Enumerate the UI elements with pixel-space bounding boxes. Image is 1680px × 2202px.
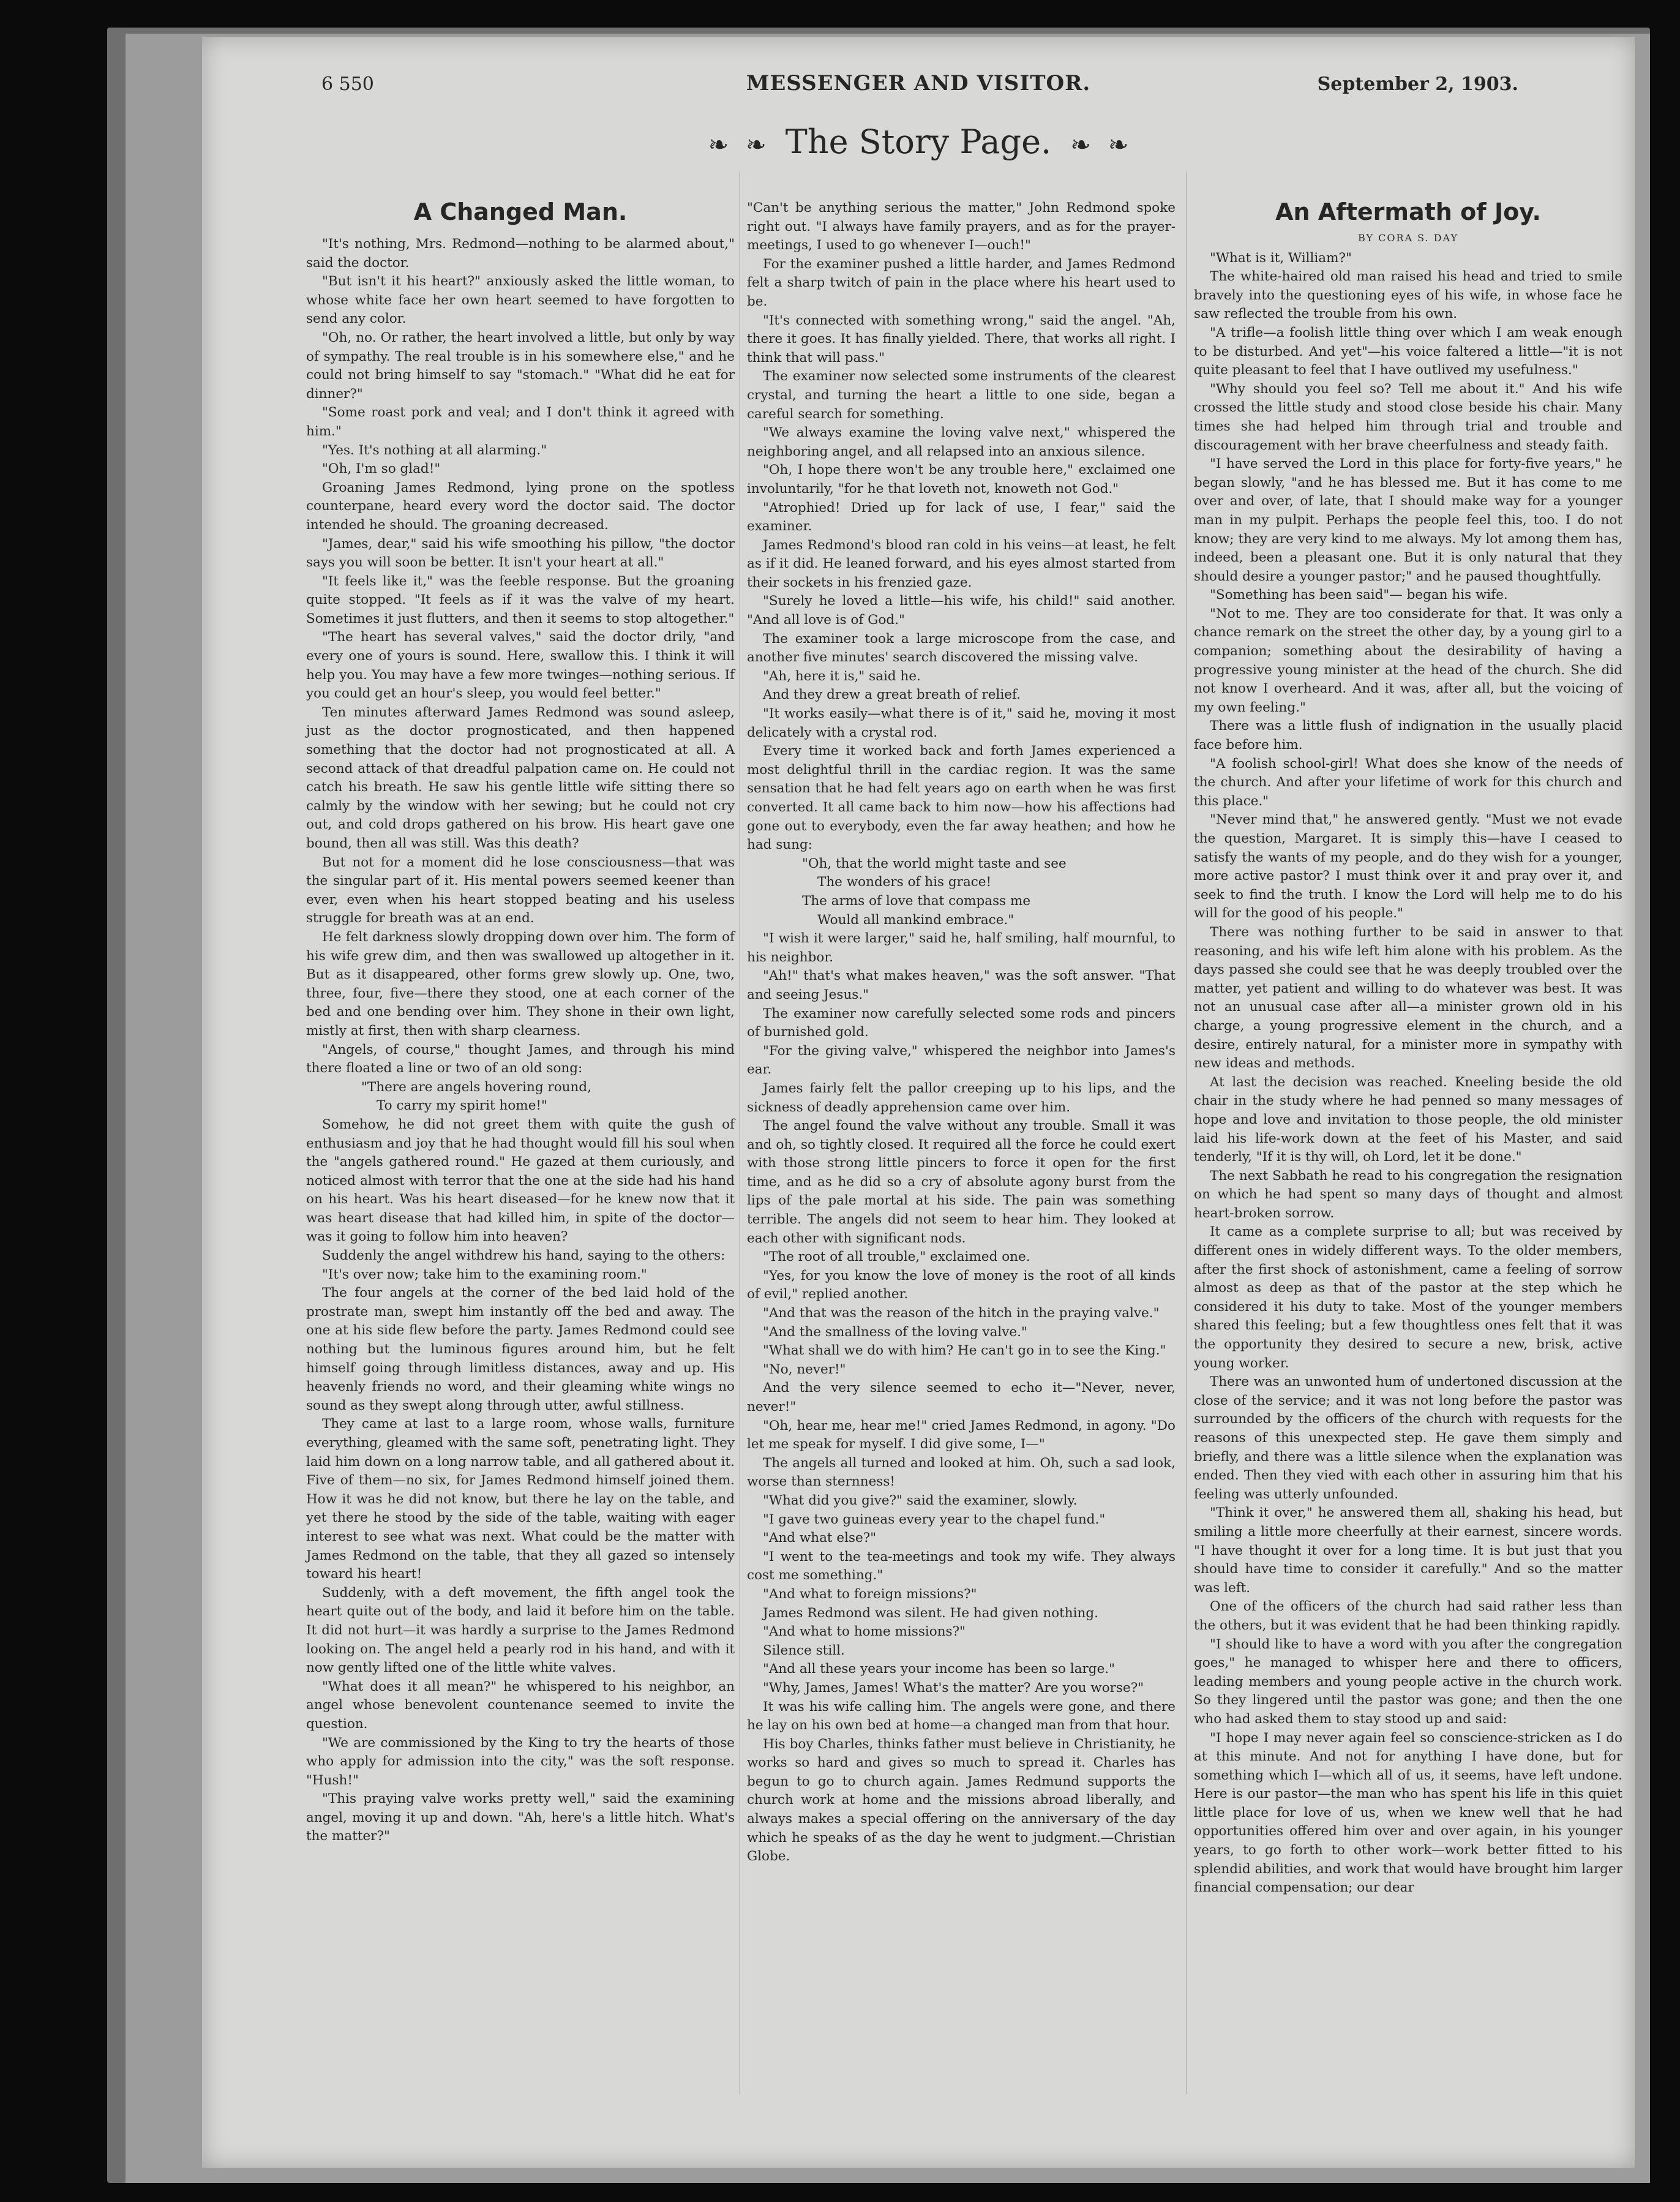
- fleuron-icon: ❧: [1070, 131, 1091, 159]
- paragraph: "Yes, for you know the love of money is the root of all kinds of evil," replied another.: [747, 1268, 1176, 1302]
- paragraph: "I gave two guineas every year to the chapel fund.": [763, 1511, 1106, 1527]
- paragraph: "There are angels hovering round,: [361, 1079, 591, 1095]
- paragraph: Ten minutes afterward James Redmond was sound asleep, just as the doctor prognosticated, and then happened something that the doctor had not prognosticated at all. A second attack of that dreadful palpation came on. He could not catch his breath. He saw his gentle little wife sitting there so calmly by the window with her sewing; but he could not cry out, and cold drops gathered on his brow. His heart gave one bound, then all was still. Was this death?: [306, 704, 735, 851]
- paragraph: "Oh, that the world might taste and see: [802, 855, 1067, 871]
- story-body-continued: [747, 199, 1176, 1866]
- paragraph: It came as a complete surprise to all; but was received by different ones in widely different ways. To the older members, after the first shock of astonishment, came a feeling of sorrow almost as deep as that of the pastor at the step which he considered it his duty to take. Most of the younger members shared this feeling; but a few thoughtless ones felt that it was the opportunity they desired to secure a new, brisk, active young worker.: [1194, 1224, 1622, 1371]
- paragraph: "We always examine the loving valve next," whispered the neighboring angel, and all relapsed into an anxious silence.: [747, 425, 1176, 459]
- paragraph: "I have served the Lord in this place for forty-five years," he began slowly, "and he has blessed me. But it has come to me over and over, of late, that I should make way for a younger man in my pulpit. Perhaps the people feel this, too. I do not know; they are very kind to me always. My lot among them has, indeed, been a pleasant one. But it is only natural that they should desire a younger pastor;" and he paused thoughtfully.: [1194, 456, 1622, 584]
- newspaper-page: [202, 37, 1635, 2168]
- paragraph: James Redmond's blood ran cold in his veins—at least, he felt as if it did. He leaned forward, and his eyes almost started from their sockets in his frenzied gaze.: [747, 537, 1176, 590]
- paragraph: "It's nothing, Mrs. Redmond—nothing to be alarmed about," said the doctor.: [306, 236, 735, 271]
- column-1: [306, 196, 735, 1846]
- paragraph: "And all these years your income has been so large.": [763, 1661, 1116, 1677]
- page-number: 6 550: [321, 73, 374, 95]
- paragraph: The four angels at the corner of the bed laid hold of the prostrate man, swept him instantly off the bed and away. The one at his side flew before the party. James Redmond could see nothing but the luminous figures around him, but he felt himself going through limitless distances, away and up. His heavenly friends no word, and their gleaming white wings no sound as they swept along through utter, awful stillness.: [306, 1285, 735, 1413]
- paragraph: "Oh, no. Or rather, the heart involved a little, but only by way of sympathy. The real trouble is in his somewhere else," and he could not bring himself to say "stomach." "What did he eat for dinner?": [306, 329, 735, 402]
- paragraph: "It's connected with something wrong," said the angel. "Ah, there it goes. It has finally yielded. There, that works all right. I think that will pass.": [747, 312, 1176, 366]
- paragraph: There was nothing further to be said in answer to that reasoning, and his wife left him alone with his problem. As the days passed she could see that he was deeply troubled over the matter, yet patient and willing to do whatever was best. It was not an unusual case after all—a minister grown old in his charge, a young progressive element in the church, and a desire, entirely natural, for a minister more in sympathy with new ideas and methods.: [1194, 924, 1622, 1072]
- paragraph: "What shall we do with him? He can't go in to see the King.": [763, 1343, 1166, 1359]
- paragraph: "Some roast pork and veal; and I don't think it agreed with him.": [306, 405, 735, 439]
- paragraph: The arms of love that compass me: [802, 893, 1031, 909]
- paragraph: "It feels like it," was the feeble response. But the groaning quite stopped. "It feels as if it was the valve of my heart. Sometimes it just flutters, and then it seems to stop altogether.": [306, 573, 735, 626]
- paragraph: James fairly felt the pallor creeping up to his lips, and the sickness of deadly apprehension came over him.: [747, 1080, 1176, 1115]
- paragraph: The examiner now carefully selected some rods and pincers of burnished gold.: [747, 1005, 1176, 1040]
- page-header: [202, 55, 1635, 96]
- paragraph: "Angels, of course," thought James, and through his mind there floated a line or two of an old song:: [306, 1042, 735, 1077]
- paragraph: "And what to home missions?": [763, 1624, 966, 1640]
- paragraph: "I wish it were larger," said he, half smiling, half mournful, to his neighbor.: [747, 931, 1176, 965]
- paragraph: They came at last to a large room, whose walls, furniture everything, gleamed with the same soft, penetrating light. They laid him down on a long narrow table, and all gathered about it. Five of them—no six, for James Redmond himself joined them. How it was he did not know, but there he lay on the table, and yet there he stood by the side of the table, waiting with eager interest to see what was next. What could be the matter with James Redmond on the table, that they all gazed so intensely toward his heart!: [306, 1416, 735, 1582]
- paragraph: The angel found the valve without any trouble. Small it was and oh, so tightly closed. It required all the force he could exert with those strong little pincers to force it open for the first time, and as he did so a cry of absolute agony burst from the lips of the pale mortal at his side. The pain was something terrible. The angels did not seem to hear him. They looked at each other with significant nods.: [747, 1118, 1176, 1246]
- paragraph: "Ah!" that's what makes heaven," was the soft answer. "That and seeing Jesus.": [747, 968, 1176, 1002]
- paragraph: "And that was the reason of the hitch in the praying valve.": [763, 1306, 1160, 1321]
- paragraph: At last the decision was reached. Kneeling beside the old chair in the study where he had penned so many messages of hope and love and invitation to those people, the old minister laid his life-work down at the feet of his Master, and said tenderly, "If it is thy will, oh Lord, let it be done.": [1194, 1074, 1622, 1165]
- paragraph: "What does it all mean?" he whispered to his neighbor, an angel whose benevolent countenance seemed to invite the question.: [306, 1678, 735, 1732]
- paragraph: "The root of all trouble," exclaimed one.: [763, 1249, 1030, 1265]
- paragraph: "Ah, here it is," said he.: [763, 668, 921, 684]
- paragraph: "Why should you feel so? Tell me about it." And his wife crossed the little study and stood close beside his chair. Many times she had helped him through trial and trouble and discouragement with her brave cheerfulness and steady faith.: [1194, 381, 1622, 453]
- column-2: [747, 199, 1176, 1866]
- fleuron-icon: ❧: [708, 131, 729, 159]
- paragraph: James Redmond was silent. He had given nothing.: [763, 1605, 1098, 1621]
- column-3: [1194, 196, 1622, 1898]
- paragraph: Somehow, he did not greet them with quite the gush of enthusiasm and joy that he had thought would fill his soul when the "angels gathered round." He gazed at them curiously, and noticed almost with terror that the one at the side had his hand on his heart. Was his heart diseased—for he knew now that it was heart disease that had killed him, in spite of the doctor—was it going to follow him into heaven?: [306, 1116, 735, 1245]
- paragraph: "And what to foreign missions?": [763, 1586, 977, 1602]
- paragraph: "Not to me. They are too considerate for that. It was only a chance remark on the street the other day, by a young girl to a companion; something about the desirability of having a progressive young minister at the head of the church. She did not know I overheard. And it was, after all, but the voicing of my own feeling.": [1194, 606, 1622, 715]
- paragraph: Every time it worked back and forth James experienced a most delightful thrill in the cardiac region. It was the same sensation that he had felt years ago on earth when he was first converted. It all came back to him now—how his affections had gone out to everybody, even the far away heathen; and how he had sung:: [747, 743, 1176, 853]
- paragraph: And they drew a great breath of relief.: [763, 687, 1021, 703]
- paragraph: The angels all turned and looked at him. Oh, such a sad look, worse than sternness!: [747, 1455, 1176, 1490]
- paragraph: And the very silence seemed to echo it—"Never, never, never!": [747, 1380, 1176, 1415]
- fleuron-icon: ❧: [1108, 131, 1129, 159]
- paragraph: "Can't be anything serious the matter," John Redmond spoke right out. "I always have family prayers, and as for the prayer-meetings, I used to go whenever I—ouch!": [747, 200, 1176, 254]
- paragraph: "Yes. It's nothing at all alarming.": [322, 442, 547, 458]
- paragraph: "This praying valve works pretty well," said the examining angel, moving it up and down. "Ah, here's a little hitch. What's the matter?": [306, 1791, 735, 1844]
- paragraph: "But isn't it his heart?" anxiously asked the little woman, to whose white face her own heart seemed to have forgotten to send any color.: [306, 274, 735, 327]
- paragraph: "I should like to have a word with you after the congregation goes," he managed to whisper here and there to officers, leading members and young people active in the church work. So they lingered until the pastor was gone; and then the one who had asked them to stay stood up and said:: [1194, 1636, 1622, 1727]
- paragraph: Groaning James Redmond, lying prone on the spotless counterpane, heard every word the doctor said. The doctor intended he should. The groaning decreased.: [306, 479, 735, 533]
- paragraph: Suddenly, with a deft movement, the fifth angel took the heart quite out of the body, and laid it before him on the table. It did not hurt—it was hardly a surprise to the James Redmond looking on. The angel held a pearly rod in his hand, and with it now gently lifted one of the little white valves.: [306, 1585, 735, 1676]
- paragraph: The examiner now selected some instruments of the clearest crystal, and turning the heart a little to one side, began a careful search for something.: [747, 369, 1176, 422]
- byline: BY CORA S. DAY: [1357, 232, 1459, 244]
- paragraph: For the examiner pushed a little harder, and James Redmond felt a sharp twitch of pain in the place where his heart used to be.: [747, 256, 1176, 309]
- paragraph: It was his wife calling him. The angels were gone, and there he lay on his own bed at home—a changed man from that hour.: [747, 1699, 1176, 1734]
- paragraph: "Oh, I'm so glad!": [322, 461, 441, 477]
- paragraph: "I went to the tea-meetings and took my wife. They always cost me something.": [747, 1549, 1176, 1584]
- story-title: A Changed Man.: [413, 198, 628, 225]
- paragraph: "Oh, I hope there won't be any trouble here," exclaimed one involuntarily, "for he that loveth not, knoweth not God.": [747, 462, 1176, 497]
- paragraph: "Think it over," he answered them all, shaking his head, but smiling a little more cheerfully at their earnest, sincere words. "I have thought it over for a long time. It is but just that you should have time to consider it carefully." And so the matter was left.: [1194, 1505, 1622, 1596]
- paragraph: "The heart has several valves," said the doctor drily, "and every one of yours is sound. Here, swallow this. I think it will help you. You may have a few more twinges—nothing serious. If you could get an hour's sleep, you would feel better.": [306, 629, 735, 702]
- section-title-text: The Story Page.: [785, 122, 1052, 161]
- paragraph: Would all mankind embrace.": [817, 912, 1014, 928]
- section-title: [202, 122, 1635, 161]
- paragraph: "For the giving valve," whispered the neighbor into James's ear.: [747, 1043, 1176, 1078]
- paragraph: "It works easily—what there is of it," said he, moving it most delicately with a crystal rod.: [747, 706, 1176, 740]
- issue-date: September 2, 1903.: [1317, 73, 1518, 95]
- story-body: [306, 235, 735, 1846]
- paragraph: "Never mind that," he answered gently. "Must we not evade the question, Margaret. It is simply this—have I ceased to satisfy the wants of my people, and do they wish for a younger, more active pastor? I must think over it and pray over it, and seek to find the truth. I know the Lord will help me to do his will for the good of his people.": [1194, 812, 1622, 922]
- paragraph: "I hope I may never again feel so conscience-stricken as I do at this minute. And not for anything I have done, but for something which I—which all of us, it seems, have left undone. Here is our pastor—the man who has spent his life in this quiet little place for love of us, when we knew well that he had opportunities offered him over and over again, in his younger years, to go forth to other work—work better fitted to his splendid abilities, and work that would have brought him larger financial compensation; our dear: [1194, 1730, 1622, 1896]
- paragraph: "A trifle—a foolish little thing over which I am weak enough to be disturbed. And yet"—his voice faltered a little—"it is not quite pleasant to feel that I have outlived my usefulness.": [1194, 325, 1622, 378]
- paragraph: He felt darkness slowly dropping down over him. The form of his wife grew dim, and then was swallowed up altogether in it. But as it disappeared, other forms grew slowly up. One, two, three, four, five—there they stood, one at each corner of the bed and one bending over him. They shone in their own light, mistly at first, then with sharp clearness.: [306, 929, 735, 1039]
- paragraph: "A foolish school-girl! What does she know of the needs of the church. And after your lifetime of work for this church and this place.": [1194, 756, 1622, 809]
- paragraph: There was an unwonted hum of undertoned discussion at the close of the service; and it was not long before the pastor was surrounded by the officers of the church with requests for the reasons of this unexpected step. He gave them simply and briefly, and there was a little silence when the explanation was ended. Then they vied with each other in assuring him that his feeling was utterly unfounded.: [1194, 1374, 1622, 1502]
- paragraph: Silence still.: [763, 1642, 845, 1658]
- paragraph: "And the smallness of the loving valve.": [763, 1324, 1027, 1340]
- paragraph: The examiner took a large microscope from the case, and another five minutes' search discovered the missing valve.: [747, 631, 1176, 666]
- story-title: An Aftermath of Joy.: [1275, 198, 1541, 225]
- paragraph: "Surely he loved a little—his wife, his child!" said another. "And all love is of God.": [747, 593, 1176, 628]
- paragraph: The white-haired old man raised his head and tried to smile bravely into the questioning eyes of his wife, in whose face he saw reflected the trouble from his own.: [1194, 269, 1622, 322]
- paragraph: But not for a moment did he lose consciousness—that was the singular part of it. His mental powers seemed keener than ever, even when his heart stopped beating and his useless struggle for breath was at an end.: [306, 854, 735, 926]
- masthead: MESSENGER AND VISITOR.: [746, 71, 1091, 96]
- paragraph: "James, dear," said his wife smoothing his pillow, "the doctor says you will soon be better. It isn't your heart at all.": [306, 536, 735, 571]
- paragraph: There was a little flush of indignation in the usually placid face before him.: [1194, 718, 1622, 753]
- paragraph: "It's over now; take him to the examining room.": [322, 1266, 647, 1282]
- paragraph: The next Sabbath he read to his congregation the resignation on which he had spent so many days of thought and almost heart-broken sorrow.: [1194, 1168, 1622, 1221]
- paragraph: His boy Charles, thinks father must believe in Christianity, he works so hard and gives so much to spread it. Charles has begun to go to church again. James Redmund supports the church work at home and the missions abroad liberally, and always makes a special offering on the anniversary of the day which he speaks of as the day he went to judgment.—Christian Globe.: [747, 1736, 1176, 1865]
- paragraph: "We are commissioned by the King to try the hearts of those who apply for admission into the city," was the soft response. "Hush!": [306, 1735, 735, 1788]
- fleuron-icon: ❧: [746, 131, 767, 159]
- paragraph: "And what else?": [763, 1530, 877, 1546]
- paragraph: "Something has been said"— began his wife.: [1210, 587, 1508, 603]
- paragraph: "What did you give?" said the examiner, slowly.: [763, 1492, 1078, 1508]
- paragraph: Suddenly the angel withdrew his hand, saying to the others:: [322, 1248, 726, 1264]
- paragraph: To carry my spirit home!": [377, 1098, 547, 1114]
- paragraph: "No, never!": [763, 1361, 846, 1377]
- paragraph: "Why, James, James! What's the matter? Are you worse?": [763, 1680, 1144, 1696]
- paragraph: "Atrophied! Dried up for lack of use, I fear," said the examiner.: [747, 500, 1176, 535]
- paragraph: "What is it, William?": [1210, 250, 1352, 266]
- paragraph: The wonders of his grace!: [817, 874, 992, 890]
- paragraph: One of the officers of the church had said rather less than the others, but it was evident that he had been thinking rapidly.: [1194, 1599, 1622, 1633]
- story-body: [1194, 249, 1622, 1898]
- paragraph: "Oh, hear me, hear me!" cried James Redmond, in agony. "Do let me speak for myself. I did give some, I—": [747, 1418, 1176, 1452]
